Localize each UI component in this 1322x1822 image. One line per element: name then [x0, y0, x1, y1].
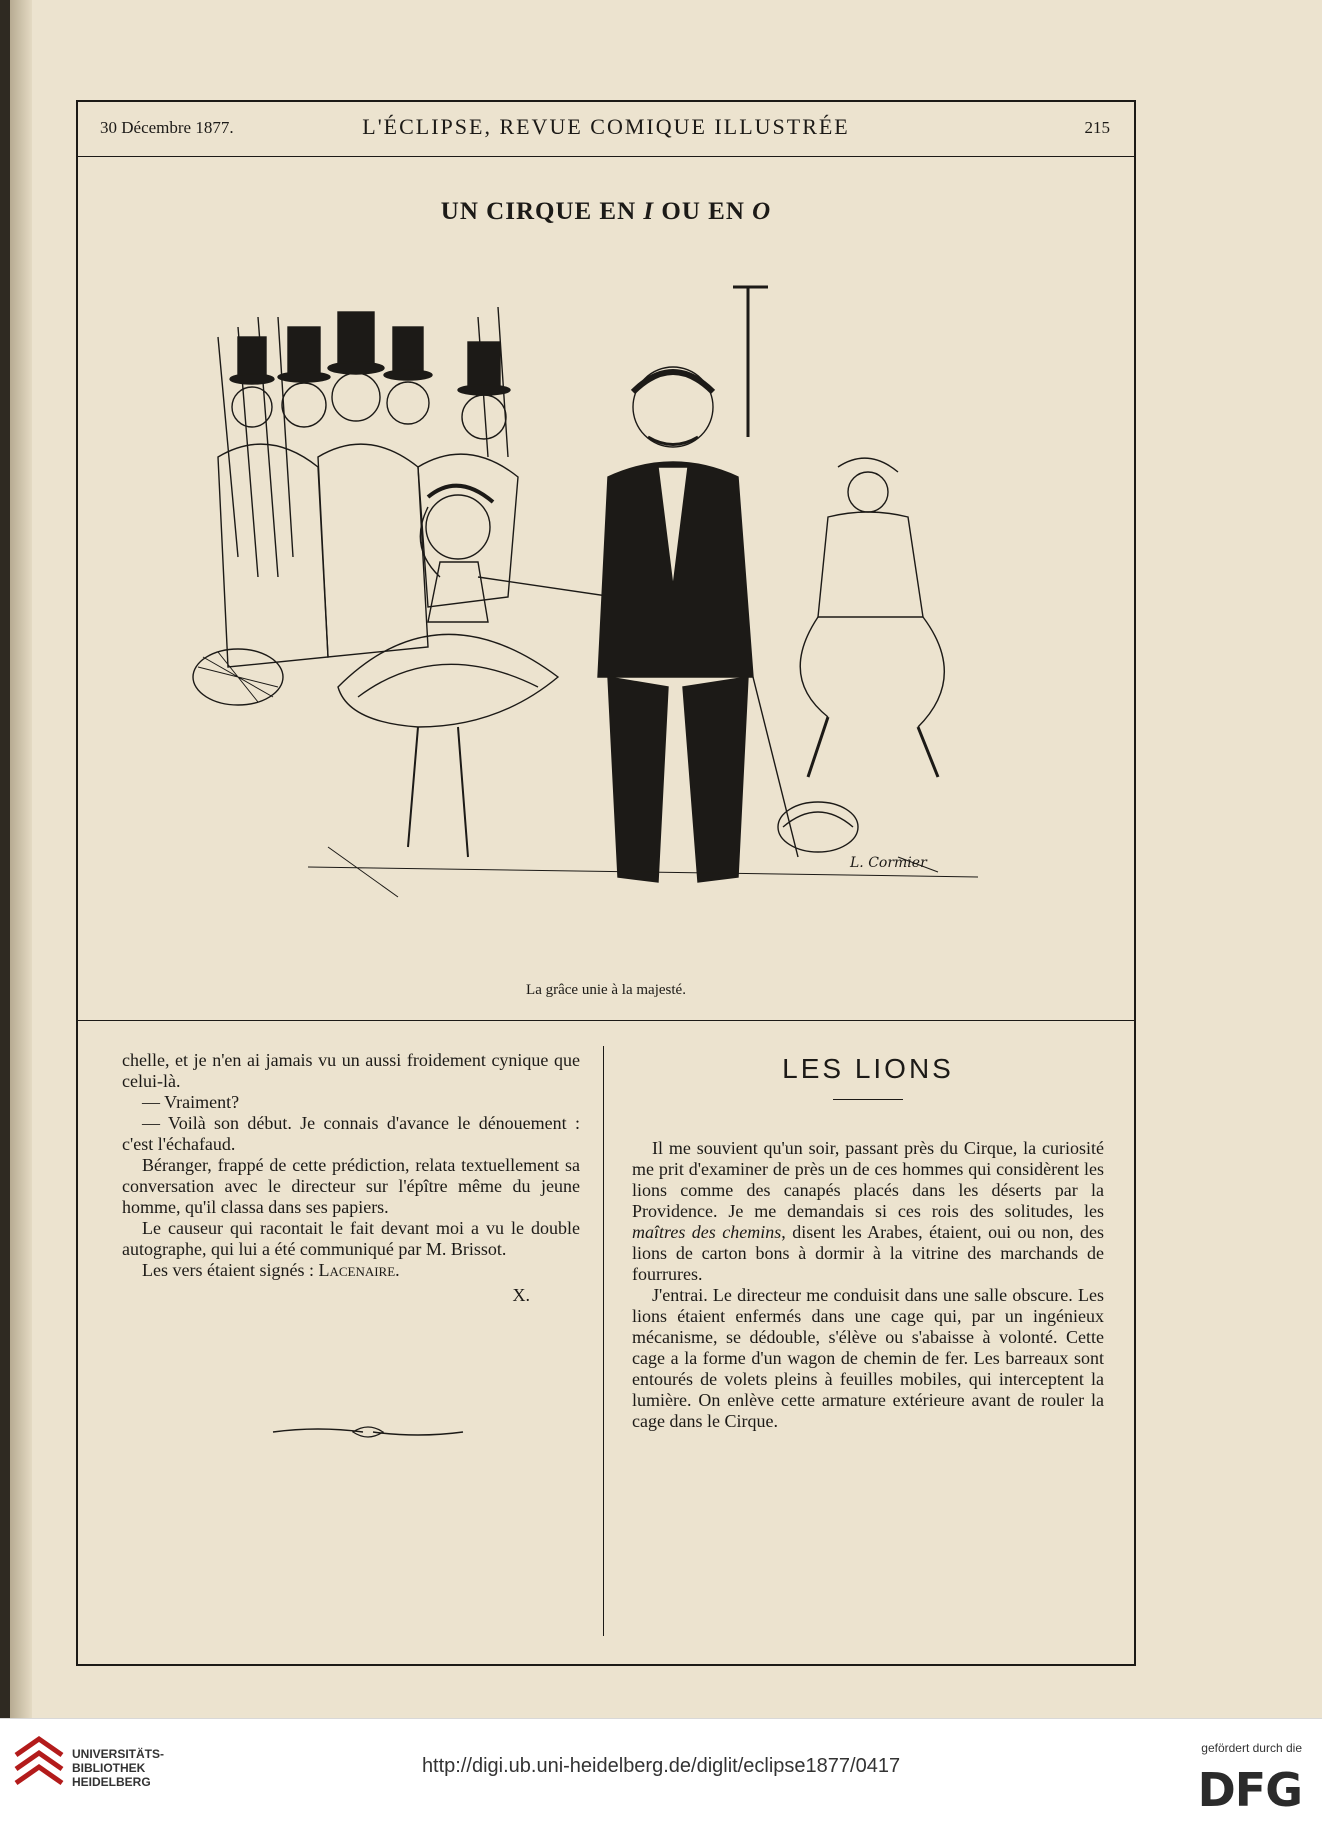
signed-prefix: Les vers étaient signés :: [142, 1260, 319, 1280]
page-header: [78, 102, 1134, 157]
permalink-url[interactable]: http://digi.ub.uni-heidelberg.de/diglit/eclipse1877/0417: [421, 1755, 901, 1777]
left-paragraph-1: chelle, et je n'en ai jamais vu un aussi froidement cynique que celui-là.: [122, 1050, 580, 1091]
issue-date: 30 Décembre 1877.: [100, 118, 234, 137]
ornament-divider: [268, 1422, 468, 1442]
library-name-line-2: BIBLIOTHEK: [72, 1761, 146, 1775]
cartoon-illustration: [178, 257, 1058, 937]
dfg-logo[interactable]: DFG: [1197, 1763, 1302, 1817]
library-name-line-1: UNIVERSITÄTS-: [72, 1747, 165, 1761]
cartoon-title-o: O: [752, 198, 772, 225]
right-paragraph-2: J'entrai. Le directeur me conduisit dans une salle obscure. Les lions étaient enfermés dans une cage qui, par un ingénieux mécanisme, se dédouble, s'élève ou s'abaisse à volonté. Cette cage a la forme d'un wagon de chemin de fer. Les barreaux sont entourés de volets pleins à feuilles mobiles, qui interceptent la lumière. On enlève cette armature extérieure avant de rouler la cage dans le Cirque.: [632, 1285, 1104, 1431]
cartoon-caption: La grâce unie à la majesté.: [526, 982, 686, 998]
paper-binding-edge: [10, 0, 32, 1718]
left-paragraph-3: — Voilà son début. Je connais d'avance le dénouement : c'est l'échafaud.: [122, 1113, 580, 1154]
signed-name: Lacenaire.: [318, 1260, 400, 1280]
funding-note: gefördert durch die: [1201, 1741, 1302, 1755]
newspaper-page: [10, 0, 1322, 1718]
left-column: [122, 1050, 580, 1306]
author-signature: X.: [512, 1285, 530, 1305]
horizontal-divider: [78, 1020, 1134, 1021]
cartoon-title-prefix: UN CIRQUE EN: [440, 198, 637, 225]
artist-signature: L. Cormier: [850, 855, 927, 871]
viewer-footer: [0, 1718, 1322, 1822]
left-paragraph-5: Le causeur qui racontait le fait devant moi a vu le double autographe, qui lui a été communiqué par M. Brissot.: [122, 1218, 580, 1259]
left-paragraph-2: — Vraiment?: [142, 1092, 240, 1112]
cartoon-title: [78, 198, 1134, 226]
right-paragraph-1-em: maîtres des chemins: [632, 1222, 782, 1242]
page-frame: [76, 100, 1136, 1666]
right-paragraph-1: [632, 1138, 1104, 1285]
cartoon-title-i: I: [643, 198, 655, 225]
right-paragraph-1-b: , disent les Arabes, étaient, oui ou non, des lions de carton bons à dormir à la vitrine des marchands de fourrures.: [632, 1222, 1104, 1284]
article-title: LES LIONS: [782, 1053, 954, 1084]
library-name-line-3: HEIDELBERG: [72, 1775, 151, 1789]
page-number: 215: [1084, 118, 1110, 137]
publication-title: L'ÉCLIPSE, REVUE COMIQUE ILLUSTRÉE: [362, 114, 850, 139]
title-rule: [833, 1099, 903, 1100]
cartoon-title-mid: OU EN: [661, 198, 745, 225]
left-paragraph-6: [122, 1260, 580, 1281]
left-paragraph-4: Béranger, frappé de cette prédiction, relata textuellement sa conversation avec le directeur sur l'épître même du jeune homme, qu'il classa dans ses papiers.: [122, 1155, 580, 1217]
right-paragraph-1-a: Il me souvient qu'un soir, passant près du Cirque, la curiosité me prit d'examiner de près un de ces hommes qui considèrent les lions comme des canapés placés dans les déserts par la Providence. Je me demandais si ces rois des solitudes, les: [632, 1138, 1104, 1221]
column-divider: [603, 1046, 604, 1636]
right-column: [632, 1050, 1104, 1432]
